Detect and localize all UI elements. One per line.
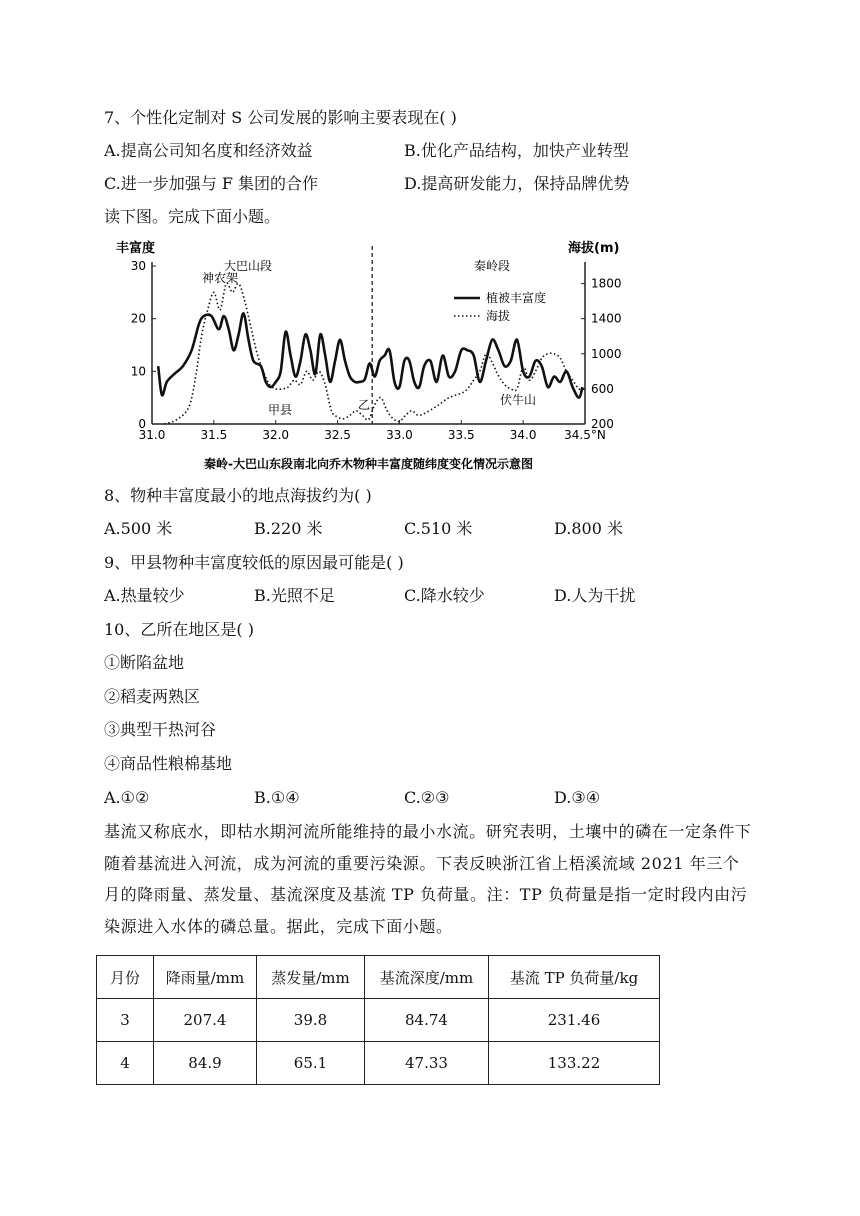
table-row — [97, 1042, 660, 1085]
x-tick-label: 34.5°N — [564, 428, 606, 442]
table-header: 蒸发量/mm — [257, 956, 365, 999]
q7-option-c: C.进一步加强与 F 集团的合作 — [104, 174, 319, 193]
q8-option-b: B.220 米 — [254, 519, 323, 538]
legend-label-elevation: 海拔 — [486, 309, 511, 323]
point-label-yi: 乙 — [358, 398, 371, 412]
point-label-jiaxian: 甲县 — [268, 403, 293, 417]
legend-label-richness: 植被丰富度 — [486, 291, 547, 305]
q8-option-c: C.510 米 — [404, 519, 473, 538]
q7-option-b: B.优化产品结构，加快产业转型 — [404, 141, 629, 160]
table-cell: 39.8 — [257, 999, 365, 1042]
table-row — [97, 999, 660, 1042]
y-tick-label-left: 0 — [138, 417, 146, 431]
x-tick-label: 31.5 — [200, 428, 228, 442]
region-label-qinling: 秦岭段 — [474, 259, 511, 273]
table-header-row — [97, 956, 660, 999]
q10-item-1: ①断陷盆地 — [104, 653, 185, 672]
q10-item-4: ④商品性粮棉基地 — [104, 754, 233, 773]
q10-option-b: B.①④ — [254, 788, 300, 807]
y-tick-label-left: 30 — [130, 259, 146, 273]
q10-stem: 10、乙所在地区是( ) — [104, 620, 254, 639]
table-header: 月份 — [97, 956, 154, 999]
point-label-shennongjia: 神农架 — [202, 271, 239, 285]
point-label-funiushan: 伏牛山 — [500, 393, 537, 407]
baseflow-table — [96, 955, 660, 1085]
q7-stem: 7、个性化定制对 S 公司发展的影响主要表现在( ) — [104, 108, 457, 127]
y-tick-label-right: 600 — [591, 381, 614, 396]
q10-item-2: ②稻麦两熟区 — [104, 687, 201, 706]
richness-elevation-chart — [108, 236, 628, 476]
q9-option-a: A.热量较少 — [104, 586, 185, 605]
q9-option-c: C.降水较少 — [404, 586, 485, 605]
y-axis-right-title: 海拔(m) — [568, 241, 620, 256]
q10-option-a: A.①② — [104, 788, 150, 807]
baseflow-passage: 基流又称底水，即枯水期河流所能维持的最小水流。研究表明，土壤中的磷在一定条件下随着基流进入河流，成为河流的重要污染源。下表反映浙江省上梧溪流域 2021 年三个月的降雨量、蒸发量、基流深度及基流 TP 负荷量。注：TP 负荷量是指一定时段内由污染源进入水体的磷总量。据此，完成下面小题。 — [104, 822, 752, 936]
y-tick-label-right: 1400 — [591, 311, 622, 326]
x-tick-label: 33.5 — [447, 428, 475, 442]
table-cell: 84.9 — [154, 1042, 257, 1085]
richness-series-line — [158, 313, 582, 397]
q9-option-d: D.人为干扰 — [554, 586, 636, 605]
y-tick-label-right: 200 — [591, 417, 614, 431]
table-cell: 4 — [97, 1042, 154, 1085]
table-cell: 65.1 — [257, 1042, 365, 1085]
chart-caption: 秦岭-大巴山东段南北向乔木物种丰富度随纬度变化情况示意图 — [204, 457, 533, 471]
q9-stem: 9、甲县物种丰富度较低的原因最可能是( ) — [104, 553, 404, 572]
y-tick-label-left: 20 — [130, 311, 146, 326]
x-tick-label: 34.0 — [509, 428, 537, 442]
y-tick-label-right: 1000 — [591, 346, 622, 361]
x-tick-label: 33.0 — [386, 428, 413, 442]
q9-option-b: B.光照不足 — [254, 586, 335, 605]
table-header: 基流深度/mm — [365, 956, 489, 999]
table-cell: 84.74 — [365, 999, 489, 1042]
table-cell: 133.22 — [489, 1042, 660, 1085]
q10-option-d: D.③④ — [554, 788, 601, 807]
region-label-daba: 大巴山段 — [224, 259, 273, 273]
chart-intro: 读下图。完成下面小题。 — [104, 207, 281, 226]
y-tick-label-left: 10 — [130, 364, 146, 379]
q10-option-c: C.②③ — [404, 788, 450, 807]
chart-labels — [202, 258, 546, 471]
y-tick-label-right: 1800 — [591, 276, 622, 291]
table-cell: 47.33 — [365, 1042, 489, 1085]
table-header: 降雨量/mm — [154, 956, 257, 999]
q8-stem: 8、物种丰富度最小的地点海拔约为( ) — [104, 486, 372, 505]
q7-option-a: A.提高公司知名度和经济效益 — [104, 141, 313, 160]
x-tick-label: 31.0 — [138, 428, 166, 442]
q10-item-3: ③典型干热河谷 — [104, 720, 217, 739]
q8-option-a: A.500 米 — [104, 519, 173, 538]
table-header: 基流 TP 负荷量/kg — [489, 956, 660, 999]
table-cell: 207.4 — [154, 999, 257, 1042]
y-axis-left-title: 丰富度 — [116, 241, 156, 256]
table-cell: 3 — [97, 999, 154, 1042]
table-cell: 231.46 — [489, 999, 660, 1042]
x-tick-label: 32.5 — [324, 428, 351, 442]
q7-option-d: D.提高研发能力，保持品牌优势 — [404, 174, 630, 193]
q8-option-d: D.800 米 — [554, 519, 623, 538]
x-tick-label: 32.0 — [262, 428, 290, 442]
